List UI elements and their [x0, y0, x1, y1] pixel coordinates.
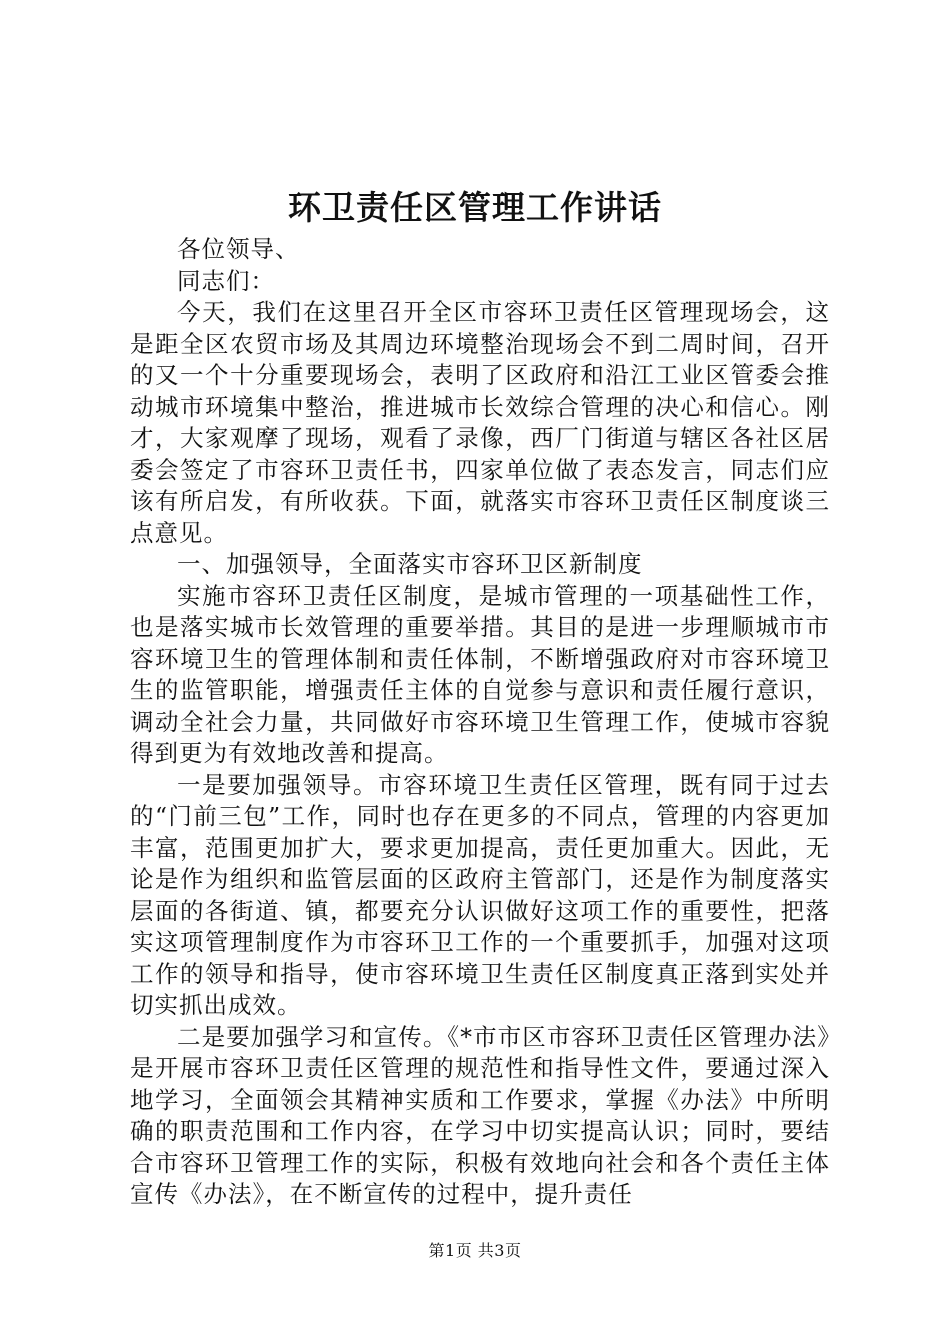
paragraph-section-1-intro: 实施市容环卫责任区制度，是城市管理的一项基础性工作，也是落实城市长效管理的重要举措。其目的是进一步理顺城市市容环境卫生的管理体制和责任体制，不断增强政府对市容环境卫生的监管职能，增强责任主体的自觉参与意识和责任履行意识，调动全社会力量，共同做好市容环境卫生管理工作，使城市容貌得到更为有效地改善和提高。 — [130, 581, 830, 767]
section-heading-1: 一、加强领导，全面落实市容环卫区新制度 — [177, 550, 643, 578]
page-footer: 第1页 共3页 — [428, 1241, 522, 1260]
document-title: 环卫责任区管理工作讲话 — [288, 188, 662, 227]
salutation-comrades: 同志们： — [177, 266, 275, 295]
paragraph-point-2: 二是要加强学习和宣传。《*市市区市容环卫责任区管理办法》是开展市容环卫责任区管理的规范性和指导性文件，要通过深入地学习，全面领会其精神实质和工作要求，掌握《办法》中所明确的职责范围和工作内容，在学习中切实提高认识；同时，要结合市容环卫管理工作的实际，积极有效地向社会和各个责任主体宣传《办法》，在不断宣传的过程中，提升责任 — [130, 1022, 830, 1208]
paragraph-point-1: 一是要加强领导。市容环境卫生责任区管理，既有同于过去的“门前三包”工作，同时也存在更多的不同点，管理的内容更加丰富，范围更加扩大，要求更加提高，责任更加重大。因此，无论是作为组织和监管层面的区政府主管部门，还是作为制度落实层面的各街道、镇，都要充分认识做好这项工作的重要性，把落实这项管理制度作为市容环卫工作的一个重要抓手，加强对这项工作的领导和指导，使市容环境卫生责任区制度真正落到实处并切实抓出成效。 — [130, 770, 830, 1019]
paragraph-opening: 今天，我们在这里召开全区市容环卫责任区管理现场会，这是距全区农贸市场及其周边环境整治现场会不到二周时间，召开的又一个十分重要现场会，表明了区政府和沿江工业区管委会推动城市环境集中整治，推进城市长效综合管理的决心和信心。刚才，大家观摩了现场，观看了录像，西厂门街道与辖区各社区居委会签定了市容环卫责任书，四家单位做了表态发言，同志们应该有所启发，有所收获。下面，就落实市容环卫责任区制度谈三点意见。 — [130, 298, 830, 547]
salutation-leaders: 各位领导、 — [177, 235, 300, 263]
document-body — [130, 234, 830, 1211]
